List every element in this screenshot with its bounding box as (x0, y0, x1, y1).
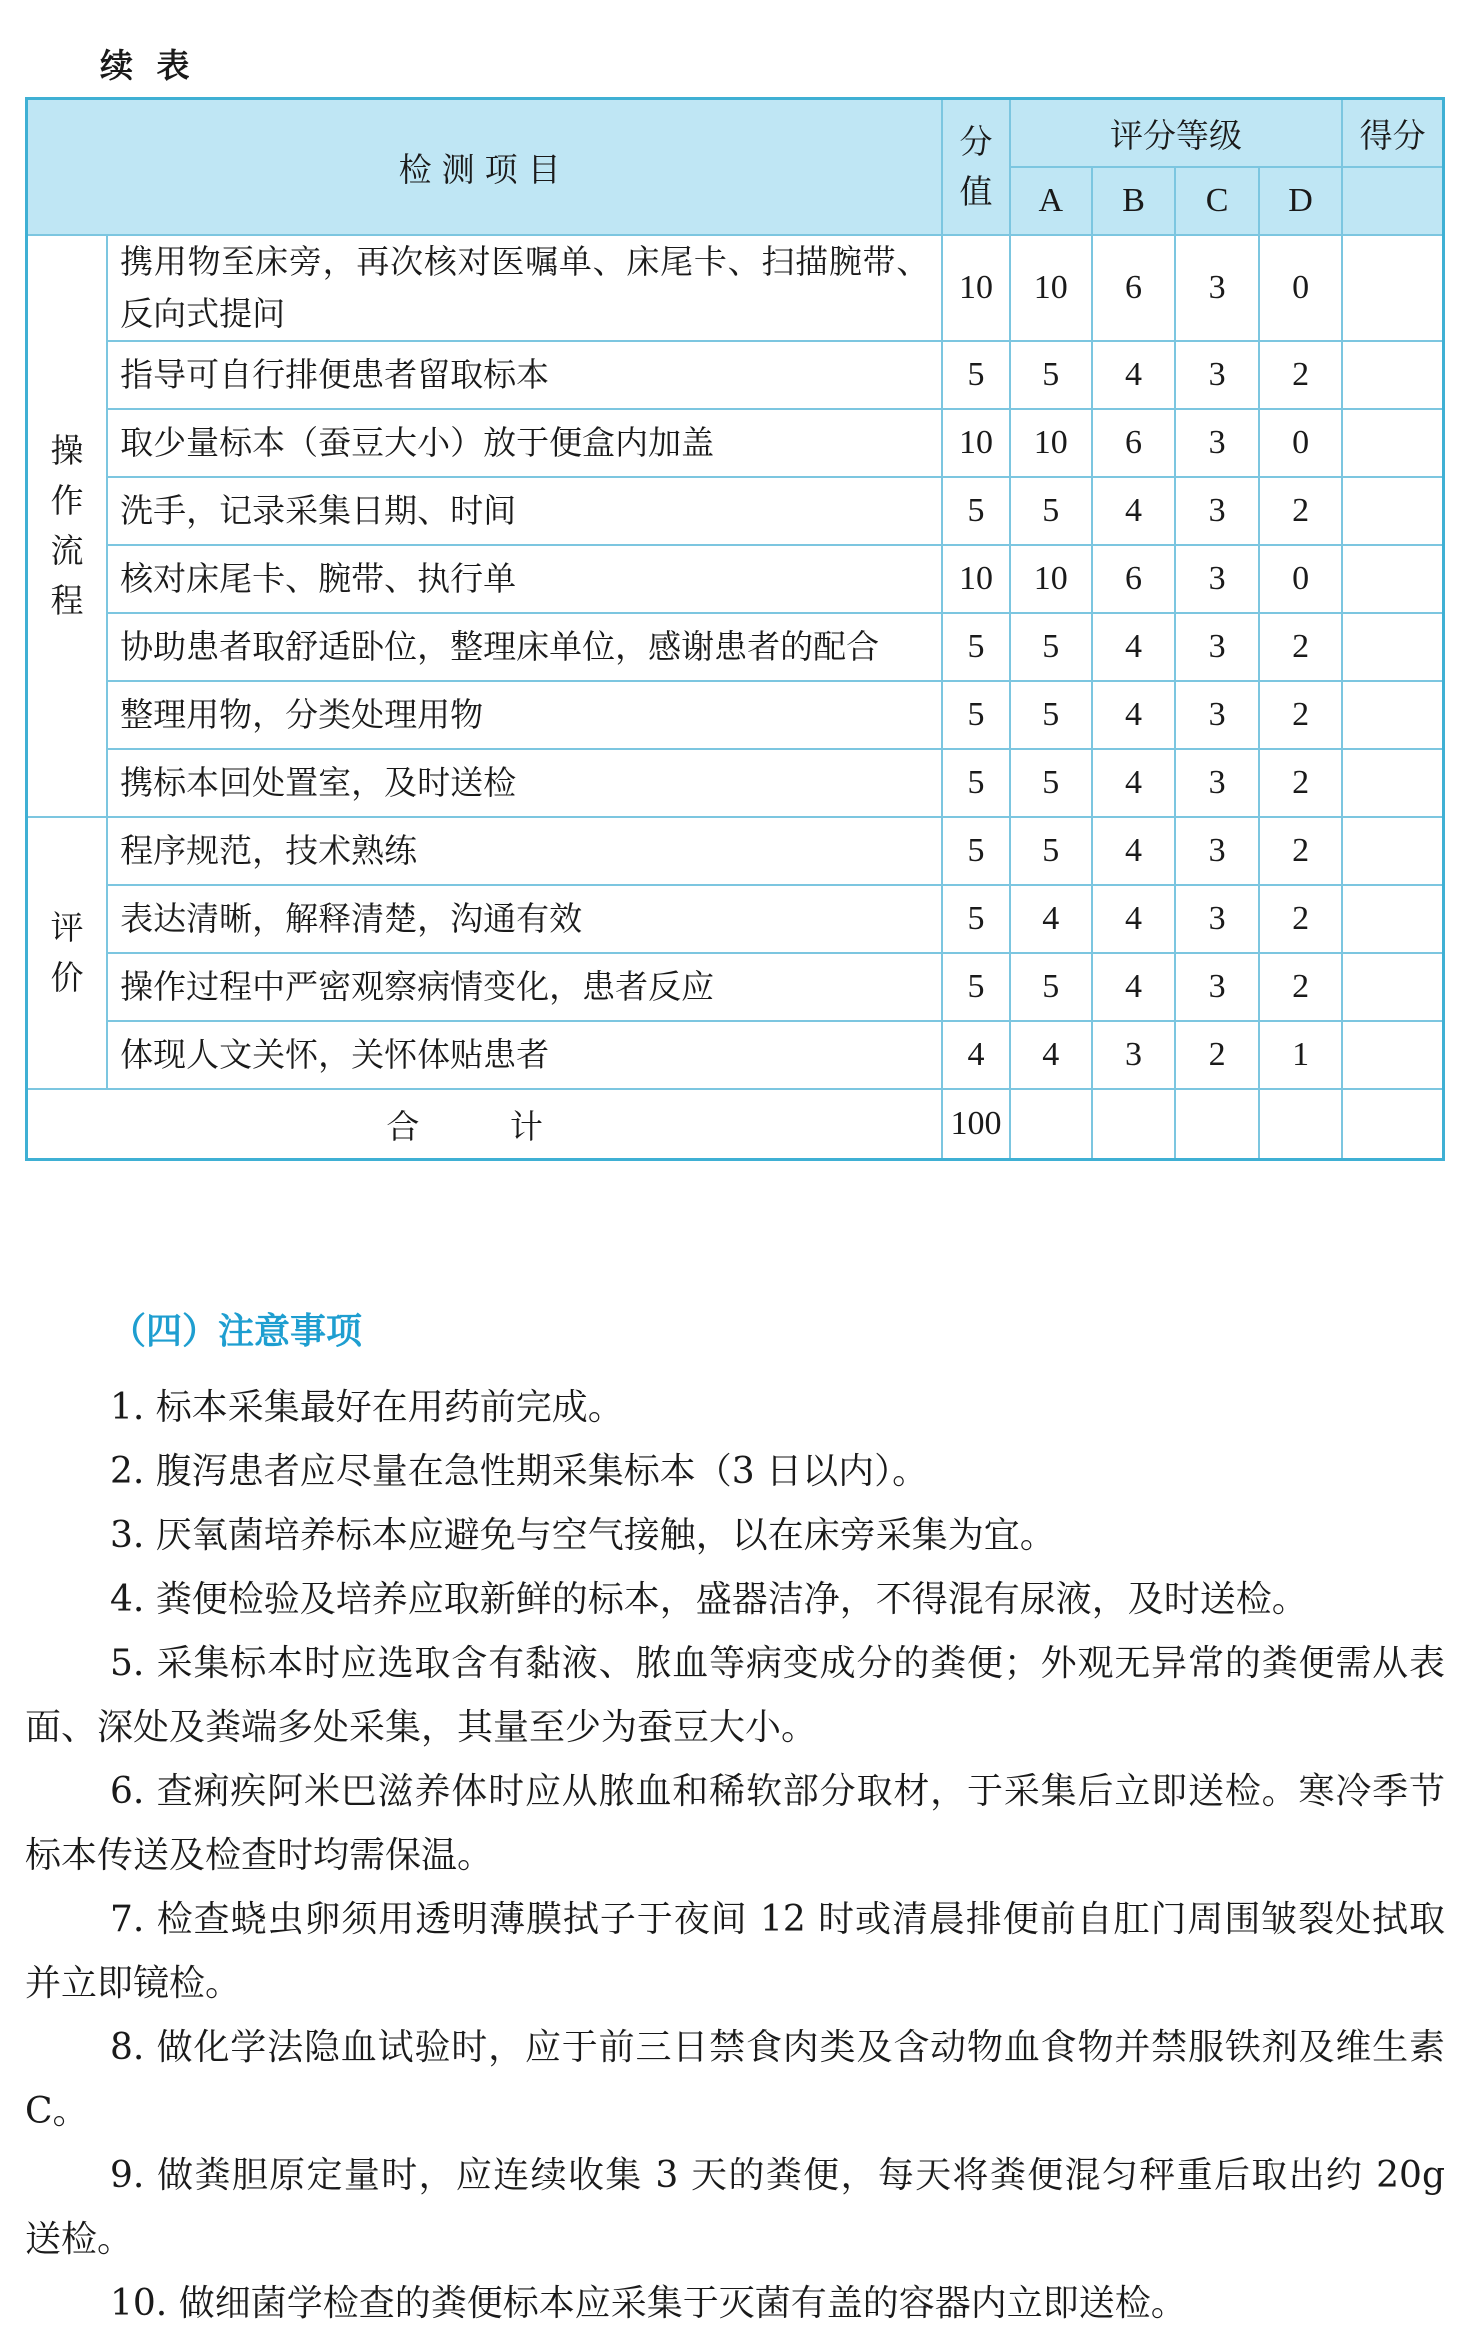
item-cell: 洗手，记录采集日期、时间 (107, 477, 942, 545)
score-cell: 10 (942, 409, 1009, 477)
grade-b: B (1092, 167, 1176, 235)
note-item: 7. 检查蛲虫卵须用透明薄膜拭子于夜间 12 时或清晨排便前自肛门周围皱裂处拭取并立即镜检。 (25, 1899, 1445, 2004)
grade-a-cell: 5 (1010, 341, 1092, 409)
item-cell: 程序规范，技术熟练 (107, 817, 942, 885)
notes-list (25, 1376, 1445, 2336)
grade-c-cell: 2 (1175, 1021, 1259, 1089)
grade-c-cell: 3 (1175, 681, 1259, 749)
grade-b-cell: 4 (1092, 953, 1176, 1021)
note-item: 1. 标本采集最好在用药前完成。 (110, 1387, 624, 1428)
score-cell: 5 (942, 613, 1009, 681)
table-row (27, 953, 1444, 1021)
total-result (1342, 1089, 1443, 1160)
grade-b-cell: 4 (1092, 681, 1176, 749)
grade-a-cell: 5 (1010, 613, 1092, 681)
result-empty (1342, 167, 1443, 235)
grade-a: A (1010, 167, 1092, 235)
grade-a-cell: 10 (1010, 545, 1092, 613)
grade-d-cell: 2 (1259, 749, 1343, 817)
table-body (27, 235, 1444, 1089)
table-row (27, 681, 1444, 749)
table-row (27, 477, 1444, 545)
table-row (27, 1021, 1444, 1089)
note-item: 9. 做粪胆原定量时，应连续收集 3 天的粪便，每天将粪便混匀秤重后取出约 20g 送检。 (25, 2155, 1445, 2260)
grade-a-cell: 5 (1010, 681, 1092, 749)
total-row (27, 1089, 1444, 1160)
table-row (27, 885, 1444, 953)
grade-c: C (1175, 167, 1259, 235)
result-cell (1342, 1021, 1443, 1089)
grade-d-cell: 0 (1259, 545, 1343, 613)
note-item: 8. 做化学法隐血试验时，应于前三日禁食肉类及含动物血食物并禁服铁剂及维生素 C。 (25, 2027, 1445, 2132)
item-cell: 操作过程中严密观察病情变化，患者反应 (107, 953, 942, 1021)
total-b (1092, 1089, 1176, 1160)
grade-d-cell: 0 (1259, 409, 1343, 477)
table-row (27, 817, 1444, 885)
score-cell: 5 (942, 749, 1009, 817)
notes-section (25, 1300, 1445, 2336)
result-cell (1342, 613, 1443, 681)
item-cell: 取少量标本（蚕豆大小）放于便盒内加盖 (107, 409, 942, 477)
header-row (27, 99, 1444, 168)
grade-a-cell: 5 (1010, 953, 1092, 1021)
grade-d-cell: 2 (1259, 341, 1343, 409)
result-cell (1342, 235, 1443, 341)
result-cell (1342, 953, 1443, 1021)
grade-d-cell: 2 (1259, 885, 1343, 953)
score-cell: 5 (942, 953, 1009, 1021)
item-cell: 表达清晰，解释清楚，沟通有效 (107, 885, 942, 953)
result-cell (1342, 409, 1443, 477)
grade-b-cell: 4 (1092, 817, 1176, 885)
table-row (27, 235, 1444, 341)
item-cell: 携标本回处置室，及时送检 (107, 749, 942, 817)
score-cell: 4 (942, 1021, 1009, 1089)
grade-a-cell: 5 (1010, 477, 1092, 545)
note-item: 2. 腹泻患者应尽量在急性期采集标本（3 日以内）。 (110, 1451, 929, 1492)
grade-c-cell: 3 (1175, 477, 1259, 545)
result-cell (1342, 817, 1443, 885)
category-cell: 评价 (27, 817, 108, 1089)
notes-heading: （四）注意事项 (110, 1311, 363, 1352)
item-cell: 体现人文关怀，关怀体贴患者 (107, 1021, 942, 1089)
note-item: 10. 做细菌学检查的粪便标本应采集于灭菌有盖的容器内立即送检。 (110, 2283, 1187, 2324)
grade-d-cell: 2 (1259, 953, 1343, 1021)
header-grades: 评分等级 (1010, 99, 1343, 168)
result-cell (1342, 749, 1443, 817)
grade-c-cell: 3 (1175, 341, 1259, 409)
score-cell: 10 (942, 545, 1009, 613)
category-cell: 操作流程 (27, 235, 108, 817)
total-score: 100 (942, 1089, 1009, 1160)
grade-d-cell: 2 (1259, 477, 1343, 545)
score-cell: 5 (942, 681, 1009, 749)
grade-c-cell: 3 (1175, 885, 1259, 953)
note-item: 6. 查痢疾阿米巴滋养体时应从脓血和稀软部分取材，于采集后立即送检。寒冷季节标本传送及检查时均需保温。 (25, 1771, 1445, 1876)
header-score: 分值 (942, 99, 1009, 236)
header-item: 检测项目 (27, 99, 943, 236)
table-row (27, 613, 1444, 681)
grade-b-cell: 4 (1092, 341, 1176, 409)
grade-c-cell: 3 (1175, 545, 1259, 613)
score-cell: 5 (942, 817, 1009, 885)
table-row (27, 409, 1444, 477)
grade-c-cell: 3 (1175, 235, 1259, 341)
score-table (25, 97, 1445, 1161)
total-a (1010, 1089, 1092, 1160)
grade-a-cell: 10 (1010, 235, 1092, 341)
grade-c-cell: 3 (1175, 409, 1259, 477)
grade-b-cell: 3 (1092, 1021, 1176, 1089)
result-cell (1342, 681, 1443, 749)
grade-a-cell: 4 (1010, 1021, 1092, 1089)
total-label: 合 计 (27, 1089, 943, 1160)
item-cell: 携用物至床旁，再次核对医嘱单、床尾卡、扫描腕带、反向式提问 (107, 235, 942, 341)
grade-c-cell: 3 (1175, 749, 1259, 817)
item-cell: 核对床尾卡、腕带、执行单 (107, 545, 942, 613)
grade-b-cell: 4 (1092, 477, 1176, 545)
note-item: 5. 采集标本时应选取含有黏液、脓血等病变成分的粪便；外观无异常的粪便需从表面、深处及粪端多处采集，其量至少为蚕豆大小。 (25, 1643, 1445, 1748)
score-cell: 5 (942, 477, 1009, 545)
result-cell (1342, 885, 1443, 953)
result-cell (1342, 477, 1443, 545)
note-item: 3. 厌氧菌培养标本应避免与空气接触，以在床旁采集为宜。 (110, 1515, 1056, 1556)
item-cell: 指导可自行排便患者留取标本 (107, 341, 942, 409)
total-c (1175, 1089, 1259, 1160)
grade-c-cell: 3 (1175, 613, 1259, 681)
grade-c-cell: 3 (1175, 953, 1259, 1021)
table-row (27, 749, 1444, 817)
grade-b-cell: 4 (1092, 885, 1176, 953)
grade-a-cell: 5 (1010, 749, 1092, 817)
result-cell (1342, 341, 1443, 409)
score-cell: 5 (942, 885, 1009, 953)
grade-c-cell: 3 (1175, 817, 1259, 885)
grade-d-cell: 2 (1259, 681, 1343, 749)
continued-label: 续 表 (100, 46, 196, 85)
item-cell: 整理用物，分类处理用物 (107, 681, 942, 749)
score-cell: 10 (942, 235, 1009, 341)
header-result: 得分 (1342, 99, 1443, 168)
grade-b-cell: 4 (1092, 613, 1176, 681)
grade-b-cell: 6 (1092, 545, 1176, 613)
grade-b-cell: 4 (1092, 749, 1176, 817)
grade-a-cell: 4 (1010, 885, 1092, 953)
grade-b-cell: 6 (1092, 235, 1176, 341)
grade-d: D (1259, 167, 1343, 235)
grade-b-cell: 6 (1092, 409, 1176, 477)
grade-d-cell: 0 (1259, 235, 1343, 341)
grade-d-cell: 1 (1259, 1021, 1343, 1089)
result-cell (1342, 545, 1443, 613)
item-cell: 协助患者取舒适卧位，整理床单位，感谢患者的配合 (107, 613, 942, 681)
note-item: 4. 粪便检验及培养应取新鲜的标本，盛器洁净，不得混有尿液，及时送检。 (110, 1579, 1308, 1620)
table-row (27, 341, 1444, 409)
grade-a-cell: 10 (1010, 409, 1092, 477)
score-cell: 5 (942, 341, 1009, 409)
grade-d-cell: 2 (1259, 817, 1343, 885)
grade-a-cell: 5 (1010, 817, 1092, 885)
grade-d-cell: 2 (1259, 613, 1343, 681)
total-d (1259, 1089, 1343, 1160)
table-row (27, 545, 1444, 613)
